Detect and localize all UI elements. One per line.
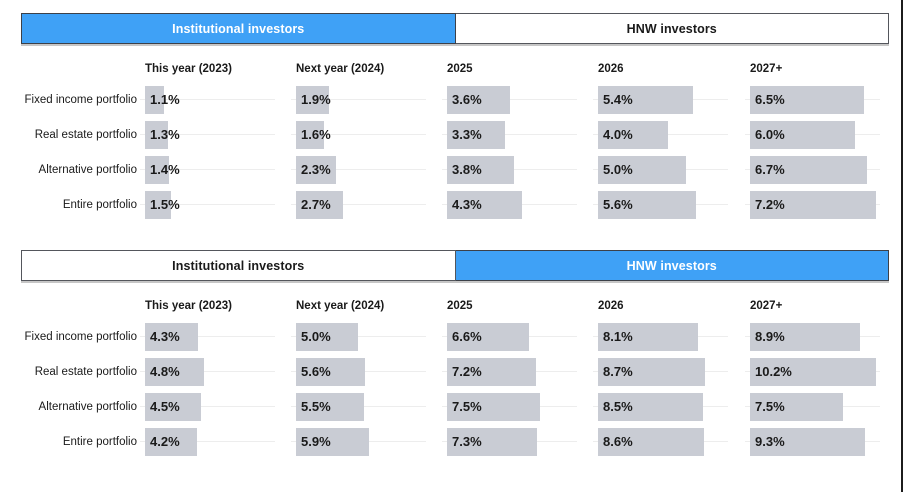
bar-cell (750, 121, 901, 149)
bar-value: 4.2% (150, 434, 180, 449)
column-header-2025: 2025 (447, 63, 473, 75)
bar-cell (447, 428, 598, 456)
bar-value: 6.7% (755, 162, 785, 177)
tab-bar (21, 13, 889, 44)
bar-value: 5.0% (301, 329, 331, 344)
bar-cell (447, 191, 598, 219)
bar-cell (598, 86, 749, 114)
bar-cell (296, 323, 447, 351)
bar-value: 8.7% (603, 364, 633, 379)
bar-value: 4.5% (150, 399, 180, 414)
row-label: Entire portfolio (62, 199, 137, 211)
bar-cell (750, 393, 901, 421)
column-header-2027: 2027+ (750, 300, 783, 312)
bar-cell (750, 358, 901, 386)
bar-cell (447, 358, 598, 386)
bar-cell (145, 86, 296, 114)
institutional-investors-panel (0, 13, 904, 249)
bar-cell (296, 191, 447, 219)
bar-value: 7.2% (452, 364, 482, 379)
bar-value: 5.6% (603, 197, 633, 212)
right-edge-line (901, 0, 903, 492)
tab-bar (21, 250, 889, 281)
row-label: Real estate portfolio (34, 129, 137, 141)
column-header-next-year-2024: Next year (2024) (296, 300, 385, 312)
bar-cell (447, 393, 598, 421)
bar-value: 3.3% (452, 127, 482, 142)
bar-cell (750, 156, 901, 184)
bar-cell (750, 191, 901, 219)
bar-cell (598, 191, 749, 219)
bar-value: 8.6% (603, 434, 633, 449)
bar-value: 4.8% (150, 364, 180, 379)
bar-value: 5.5% (301, 399, 331, 414)
bar-value: 9.3% (755, 434, 785, 449)
row-label: Alternative portfolio (38, 164, 137, 176)
hnw-investors-panel (0, 250, 904, 486)
bar-value: 7.3% (452, 434, 482, 449)
bar-cell (145, 393, 296, 421)
bar-value: 5.6% (301, 364, 331, 379)
column-header-this-year-2023: This year (2023) (145, 300, 232, 312)
column-header-this-year-2023: This year (2023) (145, 63, 232, 75)
tab-hnw-investors[interactable]: HNW investors (456, 250, 890, 281)
bar-cell (598, 323, 749, 351)
bar-value: 6.6% (452, 329, 482, 344)
bar-cell (296, 156, 447, 184)
bar-value: 5.4% (603, 92, 633, 107)
row-label: Entire portfolio (62, 436, 137, 448)
bar-cell (598, 121, 749, 149)
bar-cell (145, 358, 296, 386)
bar-value: 4.0% (603, 127, 633, 142)
bar-value: 3.6% (452, 92, 482, 107)
bar-cell (598, 428, 749, 456)
bar-cell (145, 191, 296, 219)
bar-value: 8.5% (603, 399, 633, 414)
bar-value: 1.1% (150, 92, 180, 107)
bar-value: 7.2% (755, 197, 785, 212)
bar-cell (447, 323, 598, 351)
bar-cell (447, 86, 598, 114)
bar-cell (447, 121, 598, 149)
bar-value: 1.9% (301, 92, 331, 107)
bar-value: 5.0% (603, 162, 633, 177)
bar-value: 3.8% (452, 162, 482, 177)
bar-cell (296, 428, 447, 456)
bar-value: 6.5% (755, 92, 785, 107)
bar-value: 4.3% (150, 329, 180, 344)
tab-institutional-investors[interactable]: Institutional investors (21, 13, 456, 44)
column-header-2027: 2027+ (750, 63, 783, 75)
bar-cell (598, 393, 749, 421)
bar-value: 1.4% (150, 162, 180, 177)
row-label: Alternative portfolio (38, 401, 137, 413)
bar-cell (145, 428, 296, 456)
bar-value: 1.5% (150, 197, 180, 212)
column-header-next-year-2024: Next year (2024) (296, 63, 385, 75)
bar-cell (296, 121, 447, 149)
bar-cell (447, 156, 598, 184)
bar-value: 4.3% (452, 197, 482, 212)
column-header-2026: 2026 (598, 63, 624, 75)
bar-cell (145, 323, 296, 351)
bar-value: 2.7% (301, 197, 331, 212)
tab-institutional-investors[interactable]: Institutional investors (21, 250, 456, 281)
bar-value: 1.6% (301, 127, 331, 142)
bar-cell (598, 358, 749, 386)
column-header-2025: 2025 (447, 300, 473, 312)
tab-hnw-investors[interactable]: HNW investors (456, 13, 890, 44)
row-label: Fixed income portfolio (24, 331, 137, 343)
bar-value: 8.1% (603, 329, 633, 344)
bar-cell (296, 86, 447, 114)
bar-cell (145, 156, 296, 184)
bar-cell (296, 358, 447, 386)
bar-value: 7.5% (755, 399, 785, 414)
bar-value: 7.5% (452, 399, 482, 414)
bar-value: 1.3% (150, 127, 180, 142)
bar-cell (296, 393, 447, 421)
bar-value: 6.0% (755, 127, 785, 142)
bar-value: 10.2% (755, 364, 792, 379)
row-label: Fixed income portfolio (24, 94, 137, 106)
bar-cell (750, 323, 901, 351)
bar-value: 2.3% (301, 162, 331, 177)
bar-cell (598, 156, 749, 184)
bar-value: 8.9% (755, 329, 785, 344)
bar-cell (750, 428, 901, 456)
row-label: Real estate portfolio (34, 366, 137, 378)
bar-value: 5.9% (301, 434, 331, 449)
bar-cell (750, 86, 901, 114)
column-header-2026: 2026 (598, 300, 624, 312)
bar-cell (145, 121, 296, 149)
